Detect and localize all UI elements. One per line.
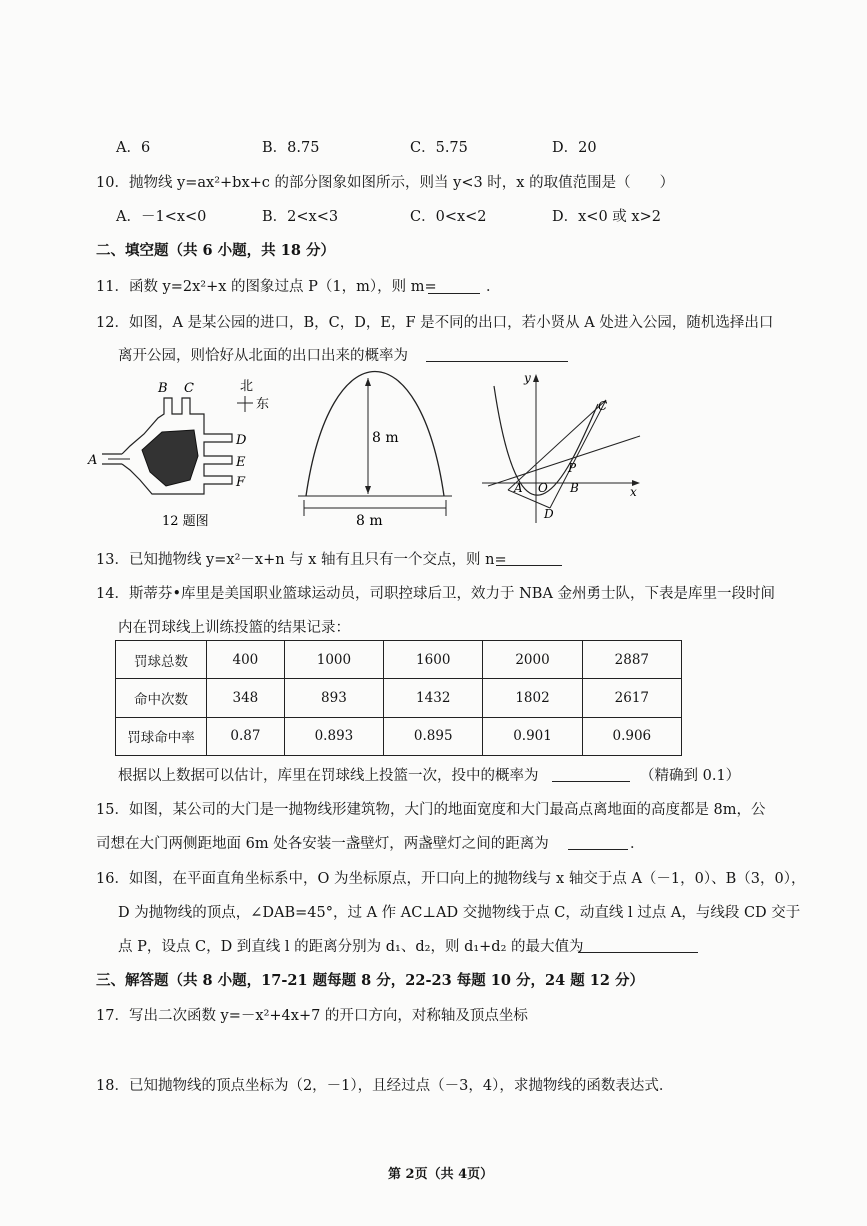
axis-y-label: y bbox=[524, 371, 531, 385]
q17-text: 17．写出二次函数 y=－x²+4x+7 的开口方向，对称轴及顶点坐标 bbox=[96, 1008, 528, 1024]
q11-answer-blank bbox=[428, 293, 480, 294]
point-b-label: B bbox=[570, 481, 579, 495]
axis-x-label: x bbox=[630, 485, 637, 499]
figure-12-park-map bbox=[80, 372, 280, 537]
q16-answer-blank bbox=[578, 952, 698, 953]
q11-text: 11．函数 y=2x²+x 的图象过点 P（1，m），则 m= bbox=[96, 279, 437, 295]
table-cell: 1802 bbox=[483, 679, 582, 717]
q10-option-a: A．－1<x<0 bbox=[116, 209, 207, 225]
section-heading-fill-in: 二、填空题（共 6 小题，共 18 分） bbox=[96, 242, 335, 259]
table-row-label: 罚球总数 bbox=[116, 641, 207, 679]
q15-line2: 司想在大门两侧距地面 6m 处各安装一盏壁灯，两盏壁灯之间的距离为 bbox=[96, 836, 549, 852]
table-cell: 0.906 bbox=[582, 717, 681, 755]
table-row bbox=[116, 679, 682, 717]
q9-option-b: B．8.75 bbox=[262, 140, 320, 156]
q14-line2: 内在罚球线上训练投篮的结果记录： bbox=[118, 620, 350, 636]
q18-text: 18．已知抛物线的顶点坐标为（2，－1），且经过点（－3，4），求抛物线的函数表达式． bbox=[96, 1078, 674, 1094]
table-cell: 893 bbox=[284, 679, 383, 717]
q13-text: 13．已知抛物线 y=x²－x+n 与 x 轴有且只有一个交点，则 n= bbox=[96, 552, 507, 568]
q10-option-c: C．0<x<2 bbox=[410, 209, 487, 225]
point-d-label: D bbox=[544, 507, 554, 521]
q10-option-b: B．2<x<3 bbox=[262, 209, 339, 225]
point-p-label: P bbox=[568, 461, 577, 475]
gate-width-label: 8 m bbox=[356, 513, 383, 529]
table-row bbox=[116, 717, 682, 755]
label-d: D bbox=[236, 433, 247, 448]
q14-answer-blank bbox=[552, 781, 630, 782]
q12-line1: 12．如图，A 是某公园的进口，B，C，D，E，F 是不同的出口，若小贤从 A 处进入公园，随机选择出口 bbox=[96, 315, 774, 331]
point-a-label: A bbox=[514, 481, 523, 495]
q14-after-table: 根据以上数据可以估计，库里在罚球线上投篮一次，投中的概率为 bbox=[118, 768, 539, 784]
q10-stem: 10．抛物线 y=ax²+bx+c 的部分图象如图所示，则当 y<3 时，x 的取值范围是（ ） bbox=[96, 175, 675, 191]
table-cell: 1432 bbox=[384, 679, 483, 717]
figure-12-caption: 12 题图 bbox=[162, 514, 209, 529]
q16-line2: D 为抛物线的顶点，∠DAB=45°，过 A 作 AC⊥AD 交抛物线于点 C，动直线 l 过点 A，与线段 CD 交于 bbox=[118, 905, 801, 921]
table-row-label: 罚球命中率 bbox=[116, 717, 207, 755]
table-cell: 2887 bbox=[582, 641, 681, 679]
table-cell: 1000 bbox=[284, 641, 383, 679]
q12-line2: 离开公园，则恰好从北面的出口出来的概率为 bbox=[118, 348, 408, 364]
q15-end: ． bbox=[630, 836, 645, 852]
table-row-label: 命中次数 bbox=[116, 679, 207, 717]
table-cell: 0.87 bbox=[207, 717, 285, 755]
label-c: C bbox=[184, 381, 194, 396]
q14-line1: 14．斯蒂芬•库里是美国职业篮球运动员，司职控球后卫，效力于 NBA 金州勇士队，下表是库里一段时间 bbox=[96, 586, 776, 602]
table-cell: 348 bbox=[207, 679, 285, 717]
table-cell: 400 bbox=[207, 641, 285, 679]
free-throw-table bbox=[115, 640, 682, 756]
q16-line3: 点 P，设点 C，D 到直线 l 的距离分别为 d₁、d₂，则 d₁+d₂ 的最大值为 bbox=[118, 939, 584, 955]
compass-east-label: 东 bbox=[256, 397, 270, 412]
table-cell: 0.895 bbox=[384, 717, 483, 755]
q14-precision-note: （精确到 0.1） bbox=[640, 768, 741, 784]
q12-answer-blank bbox=[426, 361, 568, 362]
table-cell: 0.893 bbox=[284, 717, 383, 755]
table-cell: 2617 bbox=[582, 679, 681, 717]
q10-option-d: D．x<0 或 x>2 bbox=[552, 209, 661, 225]
q13-answer-blank bbox=[496, 565, 562, 566]
q15-answer-blank bbox=[568, 849, 628, 850]
point-c-label: C bbox=[598, 399, 608, 413]
q15-line1: 15．如图，某公司的大门是一抛物线形建筑物，大门的地面宽度和大门最高点离地面的高度都是 8m，公 bbox=[96, 802, 766, 818]
table-row bbox=[116, 641, 682, 679]
figure-15-parabola-gate bbox=[290, 370, 460, 530]
table-cell: 0.901 bbox=[483, 717, 582, 755]
section-heading-solutions: 三、解答题（共 8 小题，17-21 题每题 8 分，22-23 每题 10 分，24 题 12 分） bbox=[96, 972, 644, 989]
q9-option-c: C．5.75 bbox=[410, 140, 468, 156]
label-b: B bbox=[158, 381, 168, 396]
label-a: A bbox=[88, 453, 98, 468]
label-f: F bbox=[236, 475, 246, 490]
table-cell: 2000 bbox=[483, 641, 582, 679]
q16-line1: 16．如图，在平面直角坐标系中，O 为坐标原点，开口向上的抛物线与 x 轴交于点 A（－1，0）、B（3，0）， bbox=[96, 871, 806, 887]
q11-end: ． bbox=[486, 279, 501, 295]
figure-16-coordinate-parabola bbox=[478, 368, 648, 528]
table-cell: 1600 bbox=[384, 641, 483, 679]
gate-height-label: 8 m bbox=[372, 430, 399, 446]
q9-option-d: D．20 bbox=[552, 140, 597, 156]
page-footer: 第 2页（共 4页） bbox=[388, 1167, 494, 1182]
compass-north-label: 北 bbox=[240, 379, 254, 394]
point-o-label: O bbox=[538, 481, 548, 495]
q9-option-a: A．6 bbox=[116, 140, 151, 156]
label-e: E bbox=[236, 455, 246, 470]
